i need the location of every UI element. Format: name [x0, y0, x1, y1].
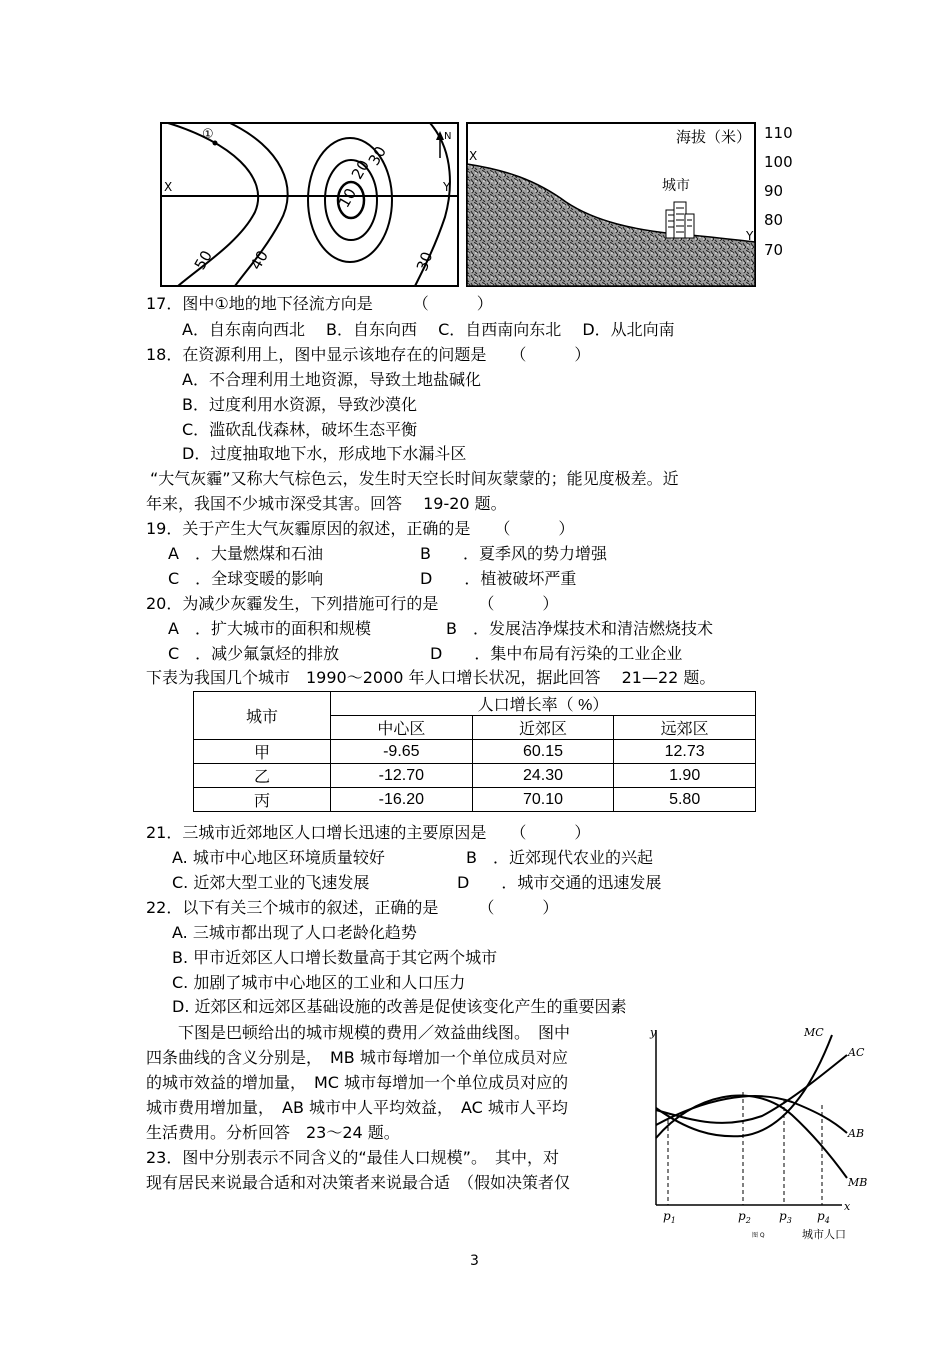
- option-d: D ．集中布局有污染的工业企业: [430, 644, 683, 663]
- option-b: B ．发展洁净煤技术和清洁燃烧技术: [446, 619, 713, 638]
- table-cell: 70.10: [472, 788, 614, 812]
- option-d: D ．植被破坏严重: [420, 569, 577, 588]
- page-number: 3: [470, 1253, 479, 1269]
- option-d: D．过度抽取地下水，形成地下水漏斗区: [182, 444, 467, 463]
- north-label: N: [444, 131, 452, 142]
- passage-line: 年来，我国不少城市深受其害。回答 19-20 题。: [146, 494, 507, 513]
- contour-label: 30: [412, 249, 437, 274]
- passage-line: 生活费用。分析回答 23～24 题。: [146, 1123, 400, 1142]
- question-23-continued: 现有居民来说最合适和对决策者来说最合适 （假如决策者仅: [146, 1173, 571, 1192]
- y-axis-label: y: [650, 1026, 657, 1039]
- elevation-tick: 80: [764, 211, 784, 229]
- profile-y-label: Y: [746, 229, 754, 243]
- option-b: B. 甲市近郊区人口增长数量高于其它两个城市: [172, 948, 498, 967]
- question-22: 22．以下有关三个城市的叙述，正确的是 （ ）: [146, 898, 559, 917]
- table-header-growth: 人口增长率（ %）: [331, 692, 756, 716]
- marker-label: ①: [202, 127, 214, 142]
- contour-label: 20: [347, 156, 374, 183]
- elevation-tick: 110: [764, 124, 793, 142]
- table-subheader: 中心区: [331, 716, 473, 740]
- option-c: C. 加剧了城市中心地区的工业和人口压力: [172, 973, 466, 992]
- curve-label-ac: AC: [848, 1046, 865, 1059]
- option-c: C. 近郊大型工业的飞速发展: [172, 873, 370, 892]
- option-d: D ．城市交通的迅速发展: [457, 873, 662, 892]
- table-cell: -9.65: [331, 740, 473, 764]
- contour-label: 40: [246, 247, 272, 273]
- passage-line: 的城市效益的增加量， MC 城市每增加一个单位成员对应的: [146, 1073, 569, 1092]
- table-cell: 1.90: [614, 764, 756, 788]
- passage-line: “大气灰霾”又称大气棕色云，发生时天空长时间灰蒙蒙的；能见度极差。近: [150, 469, 679, 488]
- table-cell: 乙: [194, 764, 331, 788]
- table-row: [194, 764, 756, 788]
- table-cell: 丙: [194, 788, 331, 812]
- question-17-options: A．自东南向西北 B．自东向西 C．自西南向东北 D．从北向南: [182, 320, 675, 339]
- population-growth-table: [193, 691, 756, 812]
- question-23: 23．图中分别表示不同含义的“最佳人口规模”。 其中，对: [146, 1148, 559, 1167]
- passage-line: 下图是巴顿给出的城市规模的费用／效益曲线图。 图中: [178, 1023, 571, 1042]
- figure-caption-left: 图 Q: [752, 1232, 765, 1239]
- question-20: 20．为减少灰霾发生，下列措施可行的是 （ ）: [146, 594, 559, 613]
- profile-x-label: X: [469, 149, 478, 163]
- option-a: A ．扩大城市的面积和规模: [168, 619, 371, 638]
- curve-label-mc: MC: [804, 1026, 824, 1039]
- table-cell: 60.15: [472, 740, 614, 764]
- point-p4-label: $p_4$: [817, 1209, 830, 1225]
- cost-benefit-curve-figure: [642, 1020, 882, 1245]
- point-p2-label: $p_2$: [738, 1209, 751, 1225]
- contour-label: 30: [364, 143, 390, 169]
- table-row: [194, 788, 756, 812]
- mb-curve: [656, 1096, 847, 1178]
- elevation-tick: 90: [764, 182, 784, 200]
- contour-map: [160, 122, 460, 288]
- ab-curve: [656, 1096, 847, 1133]
- option-b: B ．夏季风的势力增强: [420, 544, 607, 563]
- table-cell: -16.20: [331, 788, 473, 812]
- option-a: A. 三城市都出现了人口老龄化趋势: [172, 923, 417, 942]
- option-b: B ．近郊现代农业的兴起: [466, 848, 653, 867]
- city-label: 城市: [662, 178, 690, 194]
- contour-label: 10: [334, 185, 361, 211]
- figure-caption: 城市人口: [802, 1228, 846, 1241]
- elevation-title: 海拔（米）: [676, 128, 752, 146]
- curve-label-ab: AB: [848, 1127, 865, 1140]
- point-y-label: Y: [443, 180, 451, 194]
- elevation-tick: 70: [764, 241, 784, 259]
- table-header-city: 城市: [194, 692, 331, 740]
- option-a: A ．大量燃煤和石油: [168, 544, 323, 563]
- question-18: 18．在资源利用上，图中显示该地存在的问题是 （ ）: [146, 345, 591, 364]
- elevation-tick: 100: [764, 153, 793, 171]
- table-cell: -12.70: [331, 764, 473, 788]
- contour-label: 50: [190, 247, 216, 273]
- option-d: D. 近郊区和远郊区基础设施的改善是促使该变化产生的重要因素: [172, 997, 627, 1016]
- table-cell: 5.80: [614, 788, 756, 812]
- option-b: B．过度利用水资源，导致沙漠化: [182, 395, 417, 414]
- option-c: C ．减少氟氯烃的排放: [168, 644, 340, 663]
- passage-line: 四条曲线的含义分别是， MB 城市每增加一个单位成员对应: [146, 1048, 568, 1067]
- x-axis-label: x: [844, 1200, 851, 1213]
- table-cell: 24.30: [472, 764, 614, 788]
- point-x-label: X: [164, 180, 173, 194]
- passage-line: 城市费用增加量， AB 城市中人平均效益， AC 城市人平均: [146, 1098, 568, 1117]
- point-p1-label: $p_1$: [663, 1209, 676, 1225]
- table-intro: 下表为我国几个城市 1990～2000 年人口增长状况，据此回答 21—22 题。: [146, 668, 716, 687]
- table-row: [194, 740, 756, 764]
- option-a: A. 城市中心地区环境质量较好: [172, 848, 385, 867]
- option-c: C．滥砍乱伐森林，破坏生态平衡: [182, 420, 418, 439]
- table-subheader: 近郊区: [472, 716, 614, 740]
- table-cell: 12.73: [614, 740, 756, 764]
- table-subheader: 远郊区: [614, 716, 756, 740]
- table-cell: 甲: [194, 740, 331, 764]
- question-17: 17．图中①地的地下径流方向是 （ ）: [146, 294, 493, 313]
- option-a: A．不合理利用土地资源，导致土地盐碱化: [182, 370, 481, 389]
- question-19: 19．关于产生大气灰霾原因的叙述，正确的是 （ ）: [146, 519, 575, 538]
- question-21: 21．三城市近郊地区人口增长迅速的主要原因是 （ ）: [146, 823, 591, 842]
- option-c: C ．全球变暖的影响: [168, 569, 324, 588]
- point-p3-label: $p_3$: [779, 1209, 792, 1225]
- terrain-profile: [466, 122, 796, 288]
- curve-label-mb: MB: [848, 1176, 868, 1189]
